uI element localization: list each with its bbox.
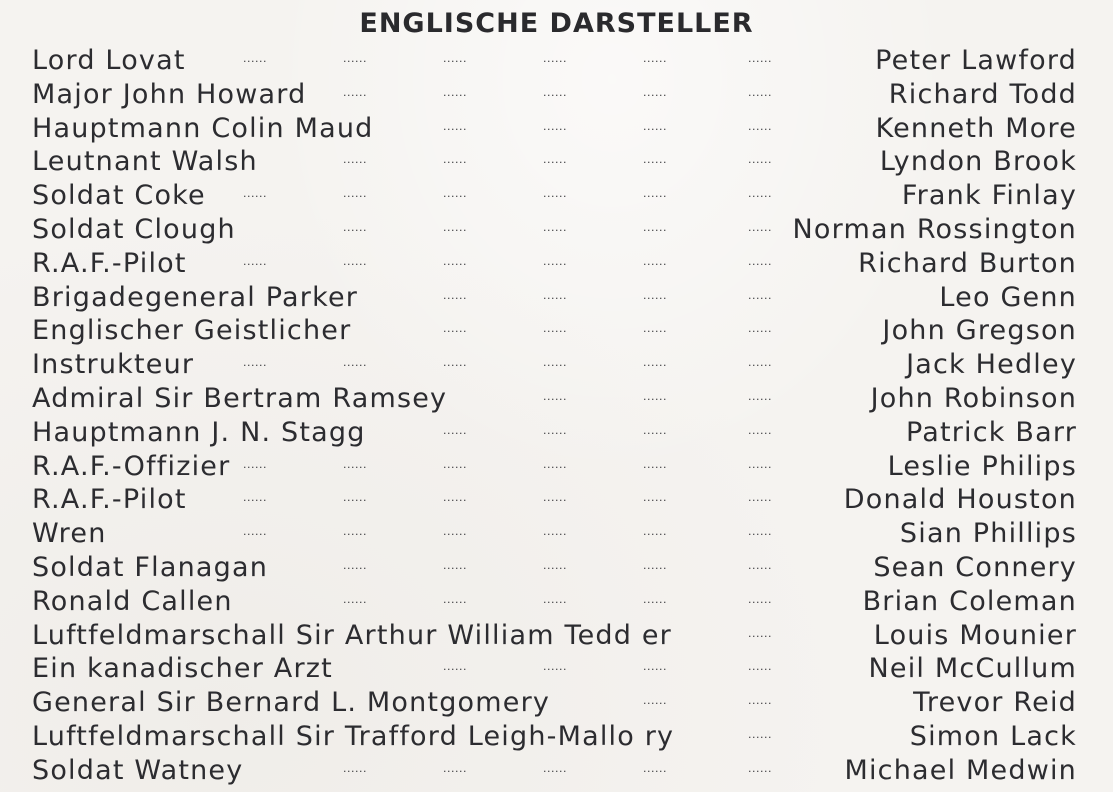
actor-name: John Gregson	[882, 315, 1077, 347]
dot-leader: ......	[443, 322, 467, 336]
actor-name: Louis Mounier	[873, 619, 1077, 651]
role-name: Leutnant Walsh	[32, 146, 258, 178]
dot-leader: ......	[543, 85, 567, 99]
dot-leader: ......	[543, 288, 567, 302]
dot-leader: ......	[343, 52, 367, 65]
role-name: Major John Howard	[32, 78, 307, 110]
actor-name: Jack Hedley	[906, 349, 1077, 381]
dot-leader: ......	[643, 119, 667, 133]
dot-leader: ......	[643, 694, 667, 708]
dot-leader: ......	[543, 660, 567, 674]
cast-row	[0, 78, 1113, 112]
role-name: Ein kanadischer Arzt	[32, 653, 333, 685]
dot-leader: ......	[543, 153, 567, 167]
dot-leader: ......	[643, 491, 667, 505]
dot-leader: ......	[543, 423, 567, 437]
role-name: General Sir Bernard L. Montgomery	[32, 687, 551, 719]
dot-leader: ......	[243, 491, 267, 505]
actor-name: Richard Burton	[858, 247, 1077, 279]
dot-leader: ......	[748, 457, 772, 471]
actor-name: Patrick Barr	[905, 416, 1077, 448]
dot-leader: ......	[748, 525, 772, 539]
dot-leader: ......	[443, 220, 467, 234]
actor-name: Donald Houston	[843, 484, 1077, 516]
dot-leader: ......	[343, 85, 367, 99]
cast-row	[0, 585, 1113, 619]
dot-leader: ......	[543, 52, 567, 65]
cast-row	[0, 720, 1113, 754]
dot-leader: ......	[748, 220, 772, 234]
dot-leader: ......	[748, 592, 772, 606]
cast-row	[0, 44, 1113, 78]
dot-leader: ......	[643, 153, 667, 167]
dot-leader: ......	[443, 558, 467, 572]
dot-leader: ......	[543, 457, 567, 471]
actor-name: Neil McCullum	[868, 653, 1077, 685]
dot-leader: ......	[443, 525, 467, 539]
dot-leader: ......	[543, 356, 567, 370]
dot-leader: ......	[748, 356, 772, 370]
role-name: Wren	[32, 518, 107, 550]
dot-leader: ......	[443, 491, 467, 505]
dot-leader: ......	[443, 423, 467, 437]
dot-leader: ......	[748, 491, 772, 505]
role-name: Ronald Callen	[32, 585, 233, 617]
actor-name: Leslie Philips	[887, 450, 1077, 482]
dot-leader: ......	[443, 761, 467, 775]
dot-leader: ......	[643, 187, 667, 201]
dot-leader: ......	[748, 288, 772, 302]
dot-leader: ......	[243, 187, 267, 201]
dot-leader: ......	[643, 389, 667, 403]
dot-leader: ......	[443, 254, 467, 268]
dot-leader: ......	[748, 761, 772, 775]
dot-leader: ......	[443, 52, 467, 65]
dot-leader: ......	[748, 322, 772, 336]
actor-name: Michael Medwin	[844, 754, 1077, 786]
cast-row	[0, 686, 1113, 720]
cast-row	[0, 247, 1113, 281]
dot-leader: ......	[643, 288, 667, 302]
dot-leader: ......	[643, 322, 667, 336]
dot-leader: ......	[643, 356, 667, 370]
dot-leader: ......	[243, 254, 267, 268]
role-name: Soldat Flanagan	[32, 551, 269, 583]
cast-row	[0, 619, 1113, 653]
dot-leader: ......	[748, 187, 772, 201]
dot-leader: ......	[343, 153, 367, 167]
cast-row	[0, 416, 1113, 450]
dot-leader: ......	[343, 220, 367, 234]
actor-name: Richard Todd	[888, 78, 1077, 110]
dot-leader: ......	[443, 187, 467, 201]
dot-leader: ......	[443, 153, 467, 167]
dot-leader: ......	[643, 52, 667, 65]
dot-leader: ......	[543, 187, 567, 201]
dot-leader: ......	[748, 389, 772, 403]
role-name: Luftfeldmarschall Sir Trafford Leigh-Mallo ry	[32, 720, 675, 752]
dot-leader: ......	[748, 153, 772, 167]
dot-leader: ......	[343, 558, 367, 572]
dot-leader: ......	[748, 85, 772, 99]
dot-leader: ......	[643, 254, 667, 268]
dot-leader: ......	[543, 491, 567, 505]
dot-leader: ......	[748, 52, 772, 65]
page-heading: ENGLISCHE DARSTELLER	[359, 8, 754, 39]
dot-leader: ......	[343, 525, 367, 539]
cast-list	[0, 44, 1113, 788]
dot-leader: ......	[543, 592, 567, 606]
dot-leader: ......	[343, 491, 367, 505]
actor-name: Peter Lawford	[875, 45, 1077, 76]
cast-row	[0, 652, 1113, 686]
role-name: R.A.F.-Offizier	[32, 450, 231, 482]
role-name: Englischer Geistlicher	[32, 315, 352, 347]
dot-leader: ......	[643, 660, 667, 674]
dot-leader: ......	[748, 254, 772, 268]
dot-leader: ......	[643, 457, 667, 471]
dot-leader: ......	[443, 592, 467, 606]
role-name: Soldat Watney	[32, 754, 244, 786]
dot-leader: ......	[443, 119, 467, 133]
dot-leader: ......	[343, 187, 367, 201]
dot-leader: ......	[643, 761, 667, 775]
dot-leader: ......	[543, 254, 567, 268]
role-name: Soldat Coke	[32, 180, 206, 212]
dot-leader: ......	[748, 694, 772, 708]
dot-leader: ......	[443, 356, 467, 370]
dot-leader: ......	[643, 558, 667, 572]
role-name: Lord Lovat	[32, 45, 186, 76]
dot-leader: ......	[243, 525, 267, 539]
cast-row	[0, 483, 1113, 517]
actor-name: Leo Genn	[939, 281, 1077, 313]
cast-row	[0, 314, 1113, 348]
cast-row	[0, 450, 1113, 484]
actor-name: Brian Coleman	[862, 585, 1077, 617]
dot-leader: ......	[543, 220, 567, 234]
role-name: R.A.F.-Pilot	[32, 247, 187, 279]
cast-row	[0, 145, 1113, 179]
dot-leader: ......	[543, 119, 567, 133]
actor-name: Sean Connery	[873, 551, 1077, 583]
cast-row	[0, 348, 1113, 382]
dot-leader: ......	[748, 119, 772, 133]
dot-leader: ......	[443, 457, 467, 471]
dot-leader: ......	[343, 592, 367, 606]
dot-leader: ......	[343, 254, 367, 268]
dot-leader: ......	[543, 761, 567, 775]
actor-name: Trevor Reid	[913, 687, 1077, 719]
dot-leader: ......	[643, 423, 667, 437]
actor-name: John Robinson	[870, 382, 1077, 414]
dot-leader: ......	[748, 423, 772, 437]
role-name: Admiral Sir Bertram Ramsey	[32, 382, 448, 414]
actor-name: Simon Lack	[909, 720, 1077, 752]
dot-leader: ......	[443, 660, 467, 674]
dot-leader: ......	[543, 558, 567, 572]
cast-row	[0, 382, 1113, 416]
role-name: R.A.F.-Pilot	[32, 484, 187, 516]
dot-leader: ......	[343, 356, 367, 370]
actor-name: Kenneth More	[875, 112, 1077, 144]
role-name: Soldat Clough	[32, 213, 236, 245]
actor-name: Frank Finlay	[901, 180, 1077, 212]
cast-row	[0, 179, 1113, 213]
cast-row	[0, 281, 1113, 315]
dot-leader: ......	[643, 592, 667, 606]
dot-leader: ......	[343, 761, 367, 775]
dot-leader: ......	[643, 220, 667, 234]
dot-leader: ......	[243, 52, 267, 65]
dot-leader: ......	[643, 525, 667, 539]
role-name: Luftfeldmarschall Sir Arthur William Tedd er	[32, 619, 672, 651]
cast-row	[0, 551, 1113, 585]
dot-leader: ......	[443, 288, 467, 302]
dot-leader: ......	[643, 85, 667, 99]
dot-leader: ......	[243, 356, 267, 370]
dot-leader: ......	[443, 85, 467, 99]
cast-row	[0, 754, 1113, 788]
actor-name: Lyndon Brook	[879, 146, 1077, 178]
role-name: Instrukteur	[32, 349, 195, 381]
dot-leader: ......	[748, 727, 772, 741]
dot-leader: ......	[748, 660, 772, 674]
role-name: Hauptmann Colin Maud	[32, 112, 374, 144]
dot-leader: ......	[748, 626, 772, 640]
dot-leader: ......	[243, 457, 267, 471]
dot-leader: ......	[543, 389, 567, 403]
dot-leader: ......	[543, 322, 567, 336]
dot-leader: ......	[543, 525, 567, 539]
role-name: Brigadegeneral Parker	[32, 281, 359, 313]
dot-leader: ......	[343, 457, 367, 471]
actor-name: Norman Rossington	[792, 213, 1077, 245]
dot-leader: ......	[748, 558, 772, 572]
cast-row	[0, 517, 1113, 551]
cast-row	[0, 213, 1113, 247]
cast-row	[0, 112, 1113, 146]
role-name: Hauptmann J. N. Stagg	[32, 416, 366, 448]
actor-name: Sian Phillips	[899, 518, 1077, 550]
